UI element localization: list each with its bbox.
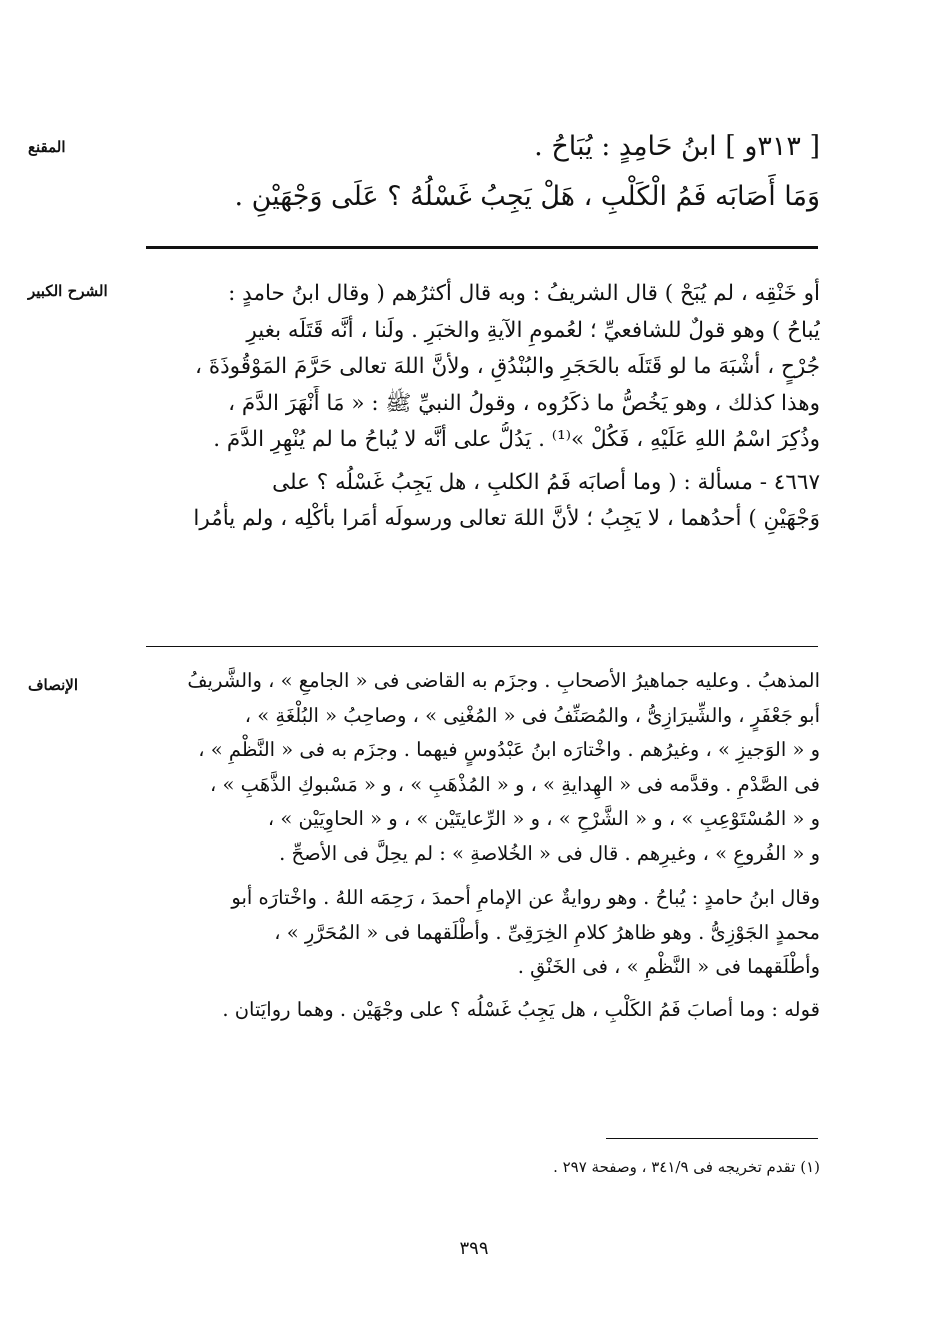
sharh-label: الشرح الكبير [28, 282, 108, 300]
insaf-line: وقال ابنُ حامدٍ : يُباحُ . وهو روايةٌ عن الإمامِ أحمدَ ، رَحِمَه اللهُ . واخْتارَه أبو [231, 886, 820, 909]
insaf-line: المذهبُ . وعليه جماهيرُ الأصحابِ . وجزَم به القاضى فى « الجامعِ » ، والشَّريفُ [187, 669, 820, 692]
insaf-line: محمدٍ الجَوْزِىُّ . وهو ظاهرُ كلامِ الخِرَقِىِّ . وأطْلَقهما فى « المُحَرَّرِ » ، [274, 920, 820, 944]
insaf-line: قوله : وما أصابَ فَمُ الكَلْبِ ، هل يَجِبُ غَسْلُه ؟ على وجْهَيْن . وهما روايَتان . [222, 997, 820, 1021]
insaf-line: و « الفُروعِ » ، وغيرِهم . قال فى « الخُلاصةِ » : لم يحِلَّ فى الأصحِّ . [279, 841, 820, 865]
footnote-divider [606, 1138, 818, 1139]
page-number: ٣٩٩ [459, 1238, 489, 1259]
insaf-text [140, 664, 820, 1027]
section-divider [146, 246, 818, 249]
muqni-line: [ ٣١٣و ] ابنُ حَامِدٍ : يُبَاحُ . [534, 131, 820, 162]
insaf-line: و « الوَجيزِ » ، وغيرُهم . واخْتارَه ابنُ عَبْدُوسٍ فيهما . وجزَم به فى « النَّظْمِ » ، [198, 738, 820, 761]
section-divider [146, 646, 818, 647]
insaf-line: و « المُسْتَوْعِبِ » ، و « الشَّرْحِ » ، و « الرِّعايتَيْن » ، و « الحاوِيَيْن » ، [267, 807, 820, 830]
sharh-line: أو خَنْقِه ، لم يُبَحْ ) قال الشريفُ : وبه قال أكثرُهم ( وقال ابنُ حامدٍ : [228, 281, 820, 306]
sharh-line: وَجْهَيْنِ ) أحدُهما ، لا يَجِبُ ؛ لأنَّ اللهَ تعالى ورسولَه أمَرا بأكْلِه ، ولم يأْمُرا [193, 506, 820, 531]
sharh-line: جُرْحٍ ، أشْبَهَ ما لو قَتَلَه بالحَجَرِ والبُنْدُقِ ، ولأنَّ اللهَ تعالى حَرَّمَ المَوْقُوذَةَ ، [195, 354, 820, 379]
sharh-line: ٤٦٦٧ - مسألة : ( وما أصابَه فَمُ الكلبِ ، هل يَجِبُ غَسْلُه ؟ على [272, 469, 820, 495]
insaf-line: وأطْلَقهما فى « النَّظْمِ » ، فى الخَنْقِ . [517, 955, 820, 978]
muqni-text [140, 122, 820, 222]
insaf-line: أبو جَعْفَرٍ ، والشِّيرَازِىُّ ، والمُصَنِّفُ فى « المُغْنِى » ، وصاحِبُ « البُلْغَةِ » ، [244, 703, 820, 727]
sharh-text [140, 276, 820, 538]
insaf-label: الإنصاف [28, 676, 79, 694]
muqni-label: المقنع [28, 138, 66, 156]
footnote: (١) تقدم تخريجه فى ٣٤١/٩ ، وصفحة ٢٩٧ . [553, 1158, 820, 1176]
sharh-line: وهذا كذلك ، وهو يَخُصُّ ما ذكَرُوه ، وقولُ النبيِّ ﷺ : « مَا أَنْهَرَ الدَّمَ ، [228, 390, 820, 416]
insaf-line: فى الصَّدْمِ . وقدَّمه فى « الهِدايةِ » ، و « المُذْهَبِ » ، و « مَسْبوكِ الذَّهَبِ » ، [210, 772, 820, 796]
sharh-line: وذُكِرَ اسْمُ اللهِ عَلَيْهِ ، فَكُلْ »⁽¹⁾ . يَدُلُّ على أنَّه لا يُباحُ ما لم يُنْهِرِ الدَّمَ . [213, 427, 820, 452]
muqni-line: وَمَا أَصَابَه فَمُ الْكَلْبِ ، هَلْ يَجِبُ غَسْلُهُ ؟ عَلَى وَجْهَيْنِ . [234, 181, 820, 212]
sharh-line: يُباحُ ) وهو قولٌ للشافعيِّ ؛ لعُمومِ الآيةِ والخبَرِ . ولَنا ، أنَّه قَتَلَه بغيرِ [246, 317, 820, 343]
